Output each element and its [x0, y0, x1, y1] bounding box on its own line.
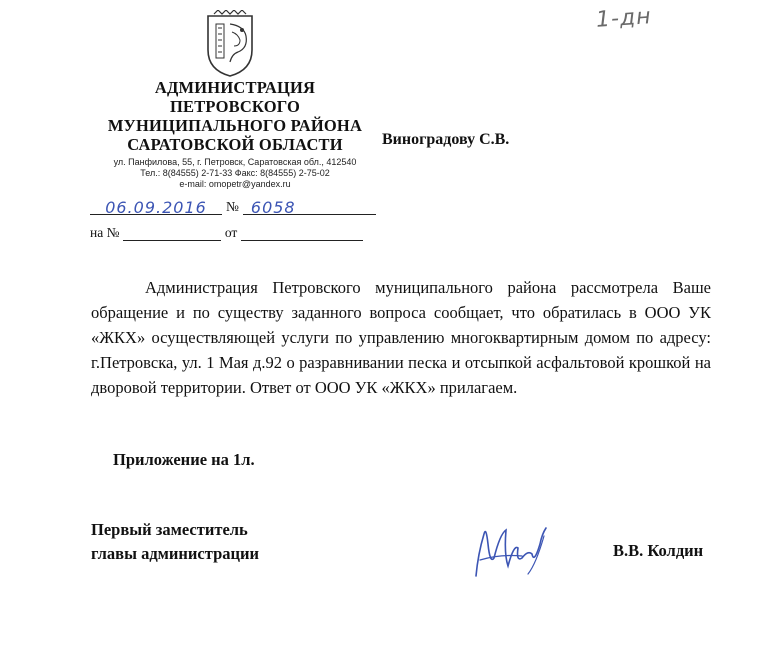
- letter-body: Администрация Петровского муниципального района рассмотрела Ваше обращение и по существу заданного вопроса сообщает, что обратилась в ООО УК «ЖКХ» осуществляющей услуги по управлению многоквартирным домом по адресу: г.Петровска, ул. 1 Мая д.92 о разравнивании песка и отсыпкой асфальтовой крошкой на дворовой территории. Ответ от ООО УК «ЖКХ» прилагаем.: [91, 278, 711, 397]
- org-name-line: САРАТОВСКОЙ ОБЛАСТИ: [127, 135, 343, 154]
- handwritten-signature-icon: [470, 514, 550, 586]
- organization-contacts: [90, 157, 380, 190]
- signatory-position: [91, 518, 259, 566]
- registration-row: [90, 198, 376, 215]
- reply-number-field: [123, 224, 221, 241]
- position-line: главы администрации: [91, 544, 260, 563]
- number-label: №: [226, 199, 239, 214]
- organization-name: [90, 78, 380, 154]
- outgoing-date-field: [90, 198, 222, 215]
- reply-from-label: от: [224, 225, 238, 240]
- coat-of-arms-icon: [204, 10, 256, 78]
- recipient-name: Виноградову С.В.: [382, 131, 510, 148]
- org-name-line: МУНИЦИПАЛЬНОГО РАЙОНА: [107, 116, 363, 135]
- org-name-line: АДМИНИСТРАЦИЯ: [154, 78, 316, 97]
- signatory-name: В.В. Колдин: [613, 541, 704, 560]
- org-address: ул. Панфилова, 55, г. Петровск, Саратовская обл., 412540: [113, 157, 357, 167]
- org-phones: Тел.: 8(84555) 2-71-33 Факс: 8(84555) 2-75-02: [140, 168, 330, 178]
- outgoing-number-value: 6058: [250, 198, 296, 217]
- reply-reference-row: [90, 224, 363, 241]
- handwritten-corner-note: 1-дн: [595, 4, 653, 33]
- org-email: e-mail: omopetr@yandex.ru: [179, 179, 291, 189]
- appendix-note: Приложение на 1л.: [113, 450, 255, 469]
- reply-date-field: [241, 224, 363, 241]
- outgoing-number-field: [243, 198, 376, 215]
- reply-number-label: на №: [90, 225, 120, 240]
- outgoing-date-value: 06.09.2016: [105, 198, 207, 217]
- position-line: Первый заместитель: [91, 520, 248, 539]
- org-name-line: ПЕТРОВСКОГО: [169, 97, 301, 116]
